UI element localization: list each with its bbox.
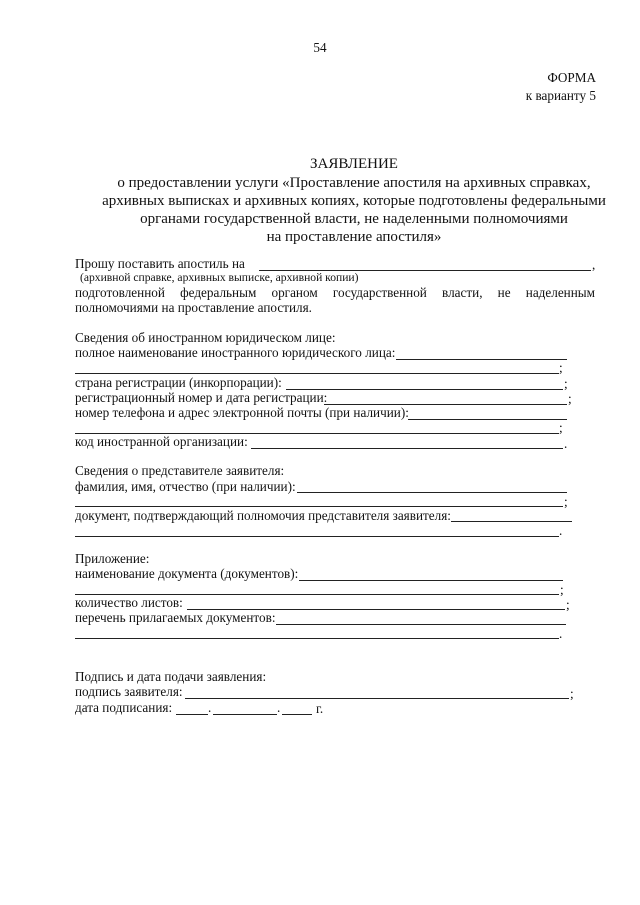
request-line-2 bbox=[75, 285, 595, 301]
word: органом bbox=[271, 285, 318, 300]
date-day-field[interactable] bbox=[176, 714, 208, 715]
title-line-3: органами государственной власти, не наделенными полномочиями bbox=[140, 211, 568, 227]
word: подготовленной bbox=[75, 285, 165, 300]
period: . bbox=[564, 436, 568, 451]
foreign-full-name-label: полное наименование иностранного юридического лица: bbox=[75, 345, 396, 360]
contacts-field[interactable] bbox=[408, 419, 567, 420]
date-separator: . bbox=[277, 700, 281, 715]
date-month-field[interactable] bbox=[213, 714, 277, 715]
comma: , bbox=[592, 257, 596, 272]
semicolon: ; bbox=[559, 420, 563, 435]
word: федеральным bbox=[180, 285, 257, 300]
representative-heading: Сведения о представителе заявителя: bbox=[75, 463, 285, 478]
contacts-label: номер телефона и адрес электронной почты (при наличии): bbox=[75, 405, 409, 420]
semicolon: ; bbox=[566, 597, 570, 612]
attachment-list-field-2[interactable] bbox=[75, 638, 559, 639]
semicolon: ; bbox=[570, 686, 574, 701]
variant-label: к варианту 5 bbox=[525, 88, 596, 103]
authority-doc-field[interactable] bbox=[451, 521, 572, 522]
word: наделенным bbox=[525, 285, 595, 300]
representative-name-field[interactable] bbox=[297, 492, 567, 493]
request-label: Прошу поставить апостиль на bbox=[75, 256, 245, 271]
country-label: страна регистрации (инкорпорации): bbox=[75, 375, 282, 390]
foreign-full-name-field-2[interactable] bbox=[75, 373, 559, 374]
semicolon: ; bbox=[568, 391, 572, 406]
representative-name-label: фамилия, имя, отчество (при наличии): bbox=[75, 479, 296, 494]
word: не bbox=[497, 285, 511, 300]
sheets-label: количество листов: bbox=[75, 595, 183, 610]
country-field[interactable] bbox=[286, 389, 563, 390]
attachment-heading: Приложение: bbox=[75, 551, 150, 566]
signature-heading: Подпись и дата подачи заявления: bbox=[75, 669, 267, 684]
word: власти, bbox=[442, 285, 483, 300]
request-line-3: полномочиями на проставление апостиля. bbox=[75, 300, 312, 315]
org-code-label: код иностранной организации: bbox=[75, 434, 248, 449]
word: государственной bbox=[332, 285, 427, 300]
authority-doc-field-2[interactable] bbox=[75, 536, 559, 537]
date-separator: . bbox=[208, 700, 212, 715]
authority-doc-label: документ, подтверждающий полномочия представителя заявителя: bbox=[75, 508, 451, 523]
attachment-doc-name-label: наименование документа (документов): bbox=[75, 566, 299, 581]
title-line-2: архивных выписках и архивных копиях, которые подготовлены федеральными bbox=[102, 193, 606, 209]
attachment-list-label: перечень прилагаемых документов: bbox=[75, 610, 276, 625]
signing-date-label: дата подписания: bbox=[75, 700, 173, 715]
representative-name-field-2[interactable] bbox=[75, 506, 563, 507]
title-line-4: на проставление апостиля» bbox=[266, 229, 442, 245]
document-title: ЗАЯВЛЕНИЕ bbox=[310, 156, 398, 172]
reg-number-label: регистрационный номер и дата регистрации: bbox=[75, 390, 328, 405]
date-year-field[interactable] bbox=[282, 714, 312, 715]
title-line-1: о предоставлении услуги «Проставление апостиля на архивных справках, bbox=[117, 175, 591, 191]
request-hint: (архивной справке, архивных выписке, архивной копии) bbox=[80, 271, 359, 284]
period: . bbox=[559, 626, 563, 641]
signature-field[interactable] bbox=[185, 698, 569, 699]
foreign-entity-heading: Сведения об иностранном юридическом лице: bbox=[75, 330, 336, 345]
attachment-doc-name-field[interactable] bbox=[299, 580, 563, 581]
signature-label: подпись заявителя: bbox=[75, 684, 183, 699]
semicolon: ; bbox=[560, 582, 564, 597]
period: . bbox=[559, 523, 563, 538]
page-number: 54 bbox=[313, 40, 327, 55]
semicolon: ; bbox=[564, 494, 568, 509]
org-code-field[interactable] bbox=[251, 448, 563, 449]
foreign-full-name-field[interactable] bbox=[396, 359, 567, 360]
year-suffix: г. bbox=[316, 701, 324, 716]
semicolon: ; bbox=[559, 360, 563, 375]
attachment-list-field[interactable] bbox=[276, 624, 566, 625]
semicolon: ; bbox=[564, 376, 568, 391]
form-label: ФОРМА bbox=[547, 70, 596, 85]
